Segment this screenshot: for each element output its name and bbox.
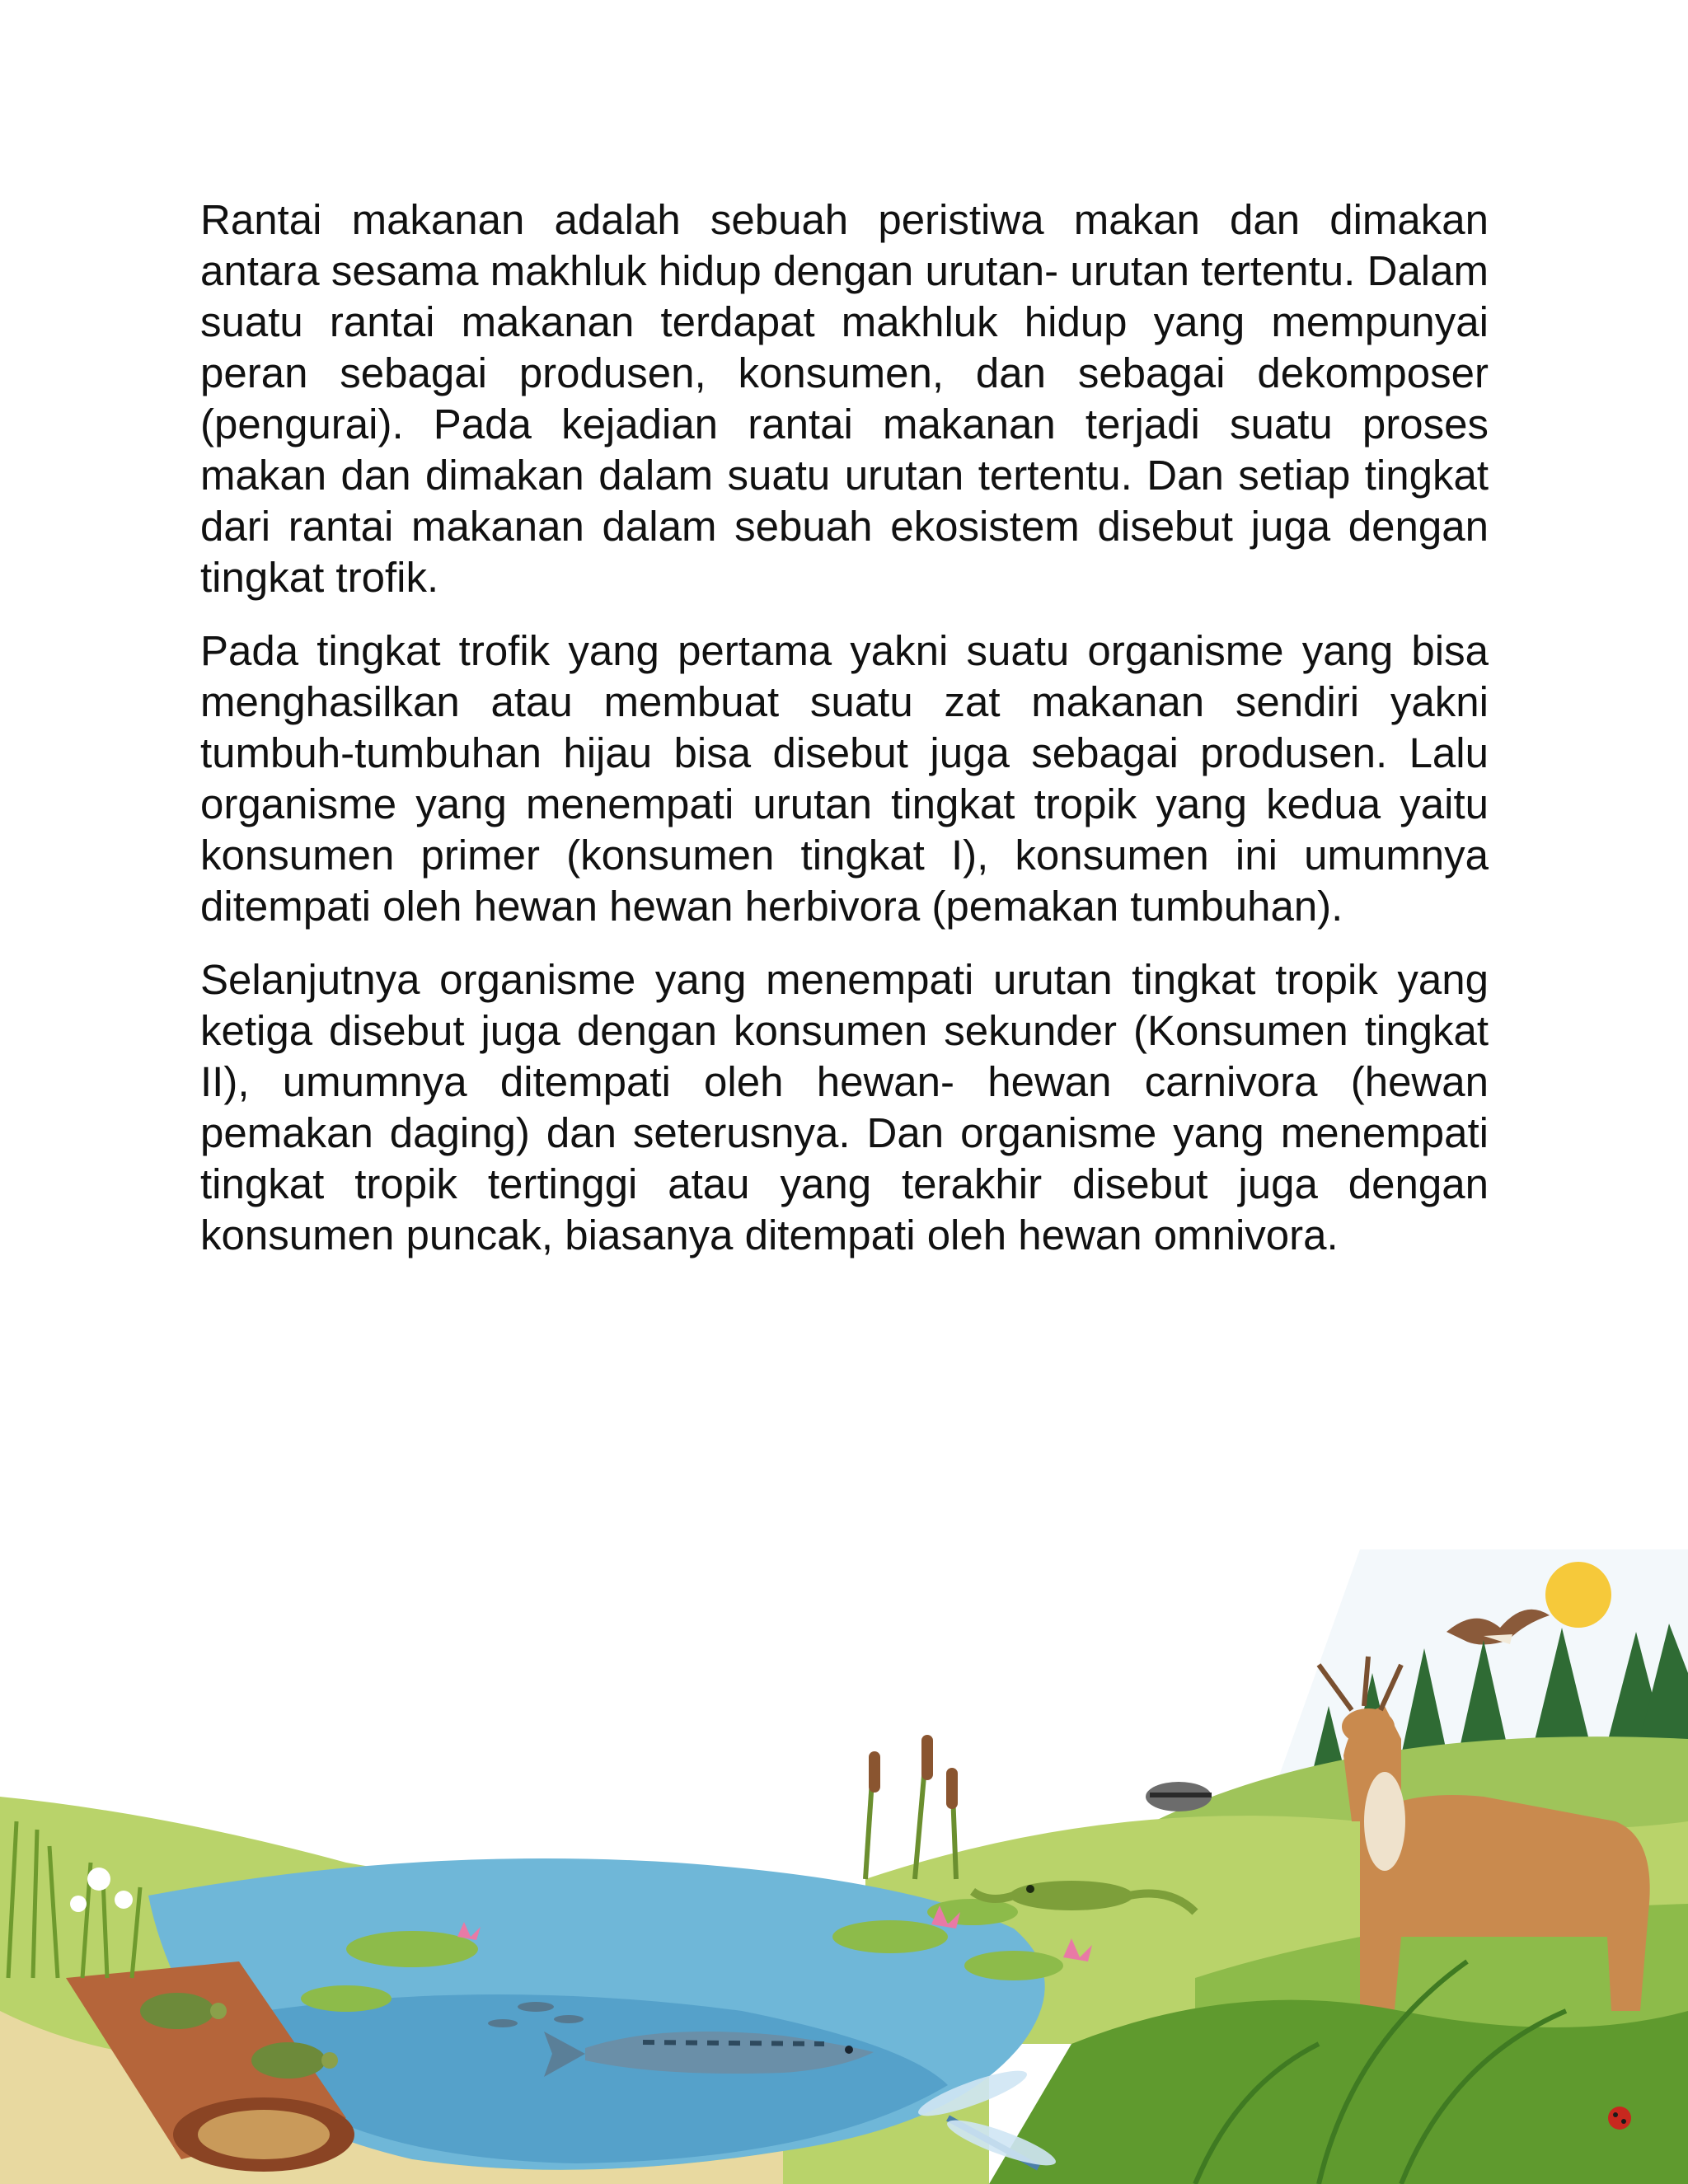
paragraph-1: Rantai makanan adalah sebuah peristiwa makan dan dimakan antara sesama makhluk hidup dengan urutan- urutan tertentu. Dalam suatu rantai makanan terdapat makhluk hidup yang mempunyai peran sebagai produsen, konsumen, dan sebagai dekomposer (pengurai). Pada kejadian rantai makanan terjadi suatu proses makan dan dimakan dalam suatu urutan tertentu. Dan setiap tingkat dari rantai makanan dalam sebuah ekosistem disebut juga dengan tingkat trofik. (200, 196, 1489, 601)
ladybug-icon (1608, 2107, 1631, 2130)
article-body (200, 194, 1489, 1283)
paragraph-2: Pada tingkat trofik yang pertama yakni suatu organisme yang bisa menghasilkan atau membuat suatu zat makanan sendiri yakni tumbuh-tumbuhan hijau bisa disebut juga sebagai produsen. Lalu organisme yang menempati urutan tingkat tropik yang kedua yaitu konsumen primer (konsumen tingkat I), konsumen ini umumnya ditempati oleh hewan hewan herbivora (pemakan tumbuhan). (200, 627, 1489, 930)
pond-ecosystem-illustration (0, 1549, 1688, 2184)
paragraph-3: Selanjutnya organisme yang menempati urutan tingkat tropik yang ketiga disebut juga dengan konsumen sekunder (Konsumen tingkat II), umumnya ditempati oleh hewan- hewan carnivora (hewan pemakan daging) dan seterusnya. Dan organisme yang menempati tingkat tropik tertinggi atau yang terakhir disebut juga dengan konsumen puncak, biasanya ditempati oleh hewan omnivora. (200, 956, 1489, 1258)
raccoon-icon (1146, 1782, 1212, 1811)
sun-icon (1545, 1562, 1611, 1628)
